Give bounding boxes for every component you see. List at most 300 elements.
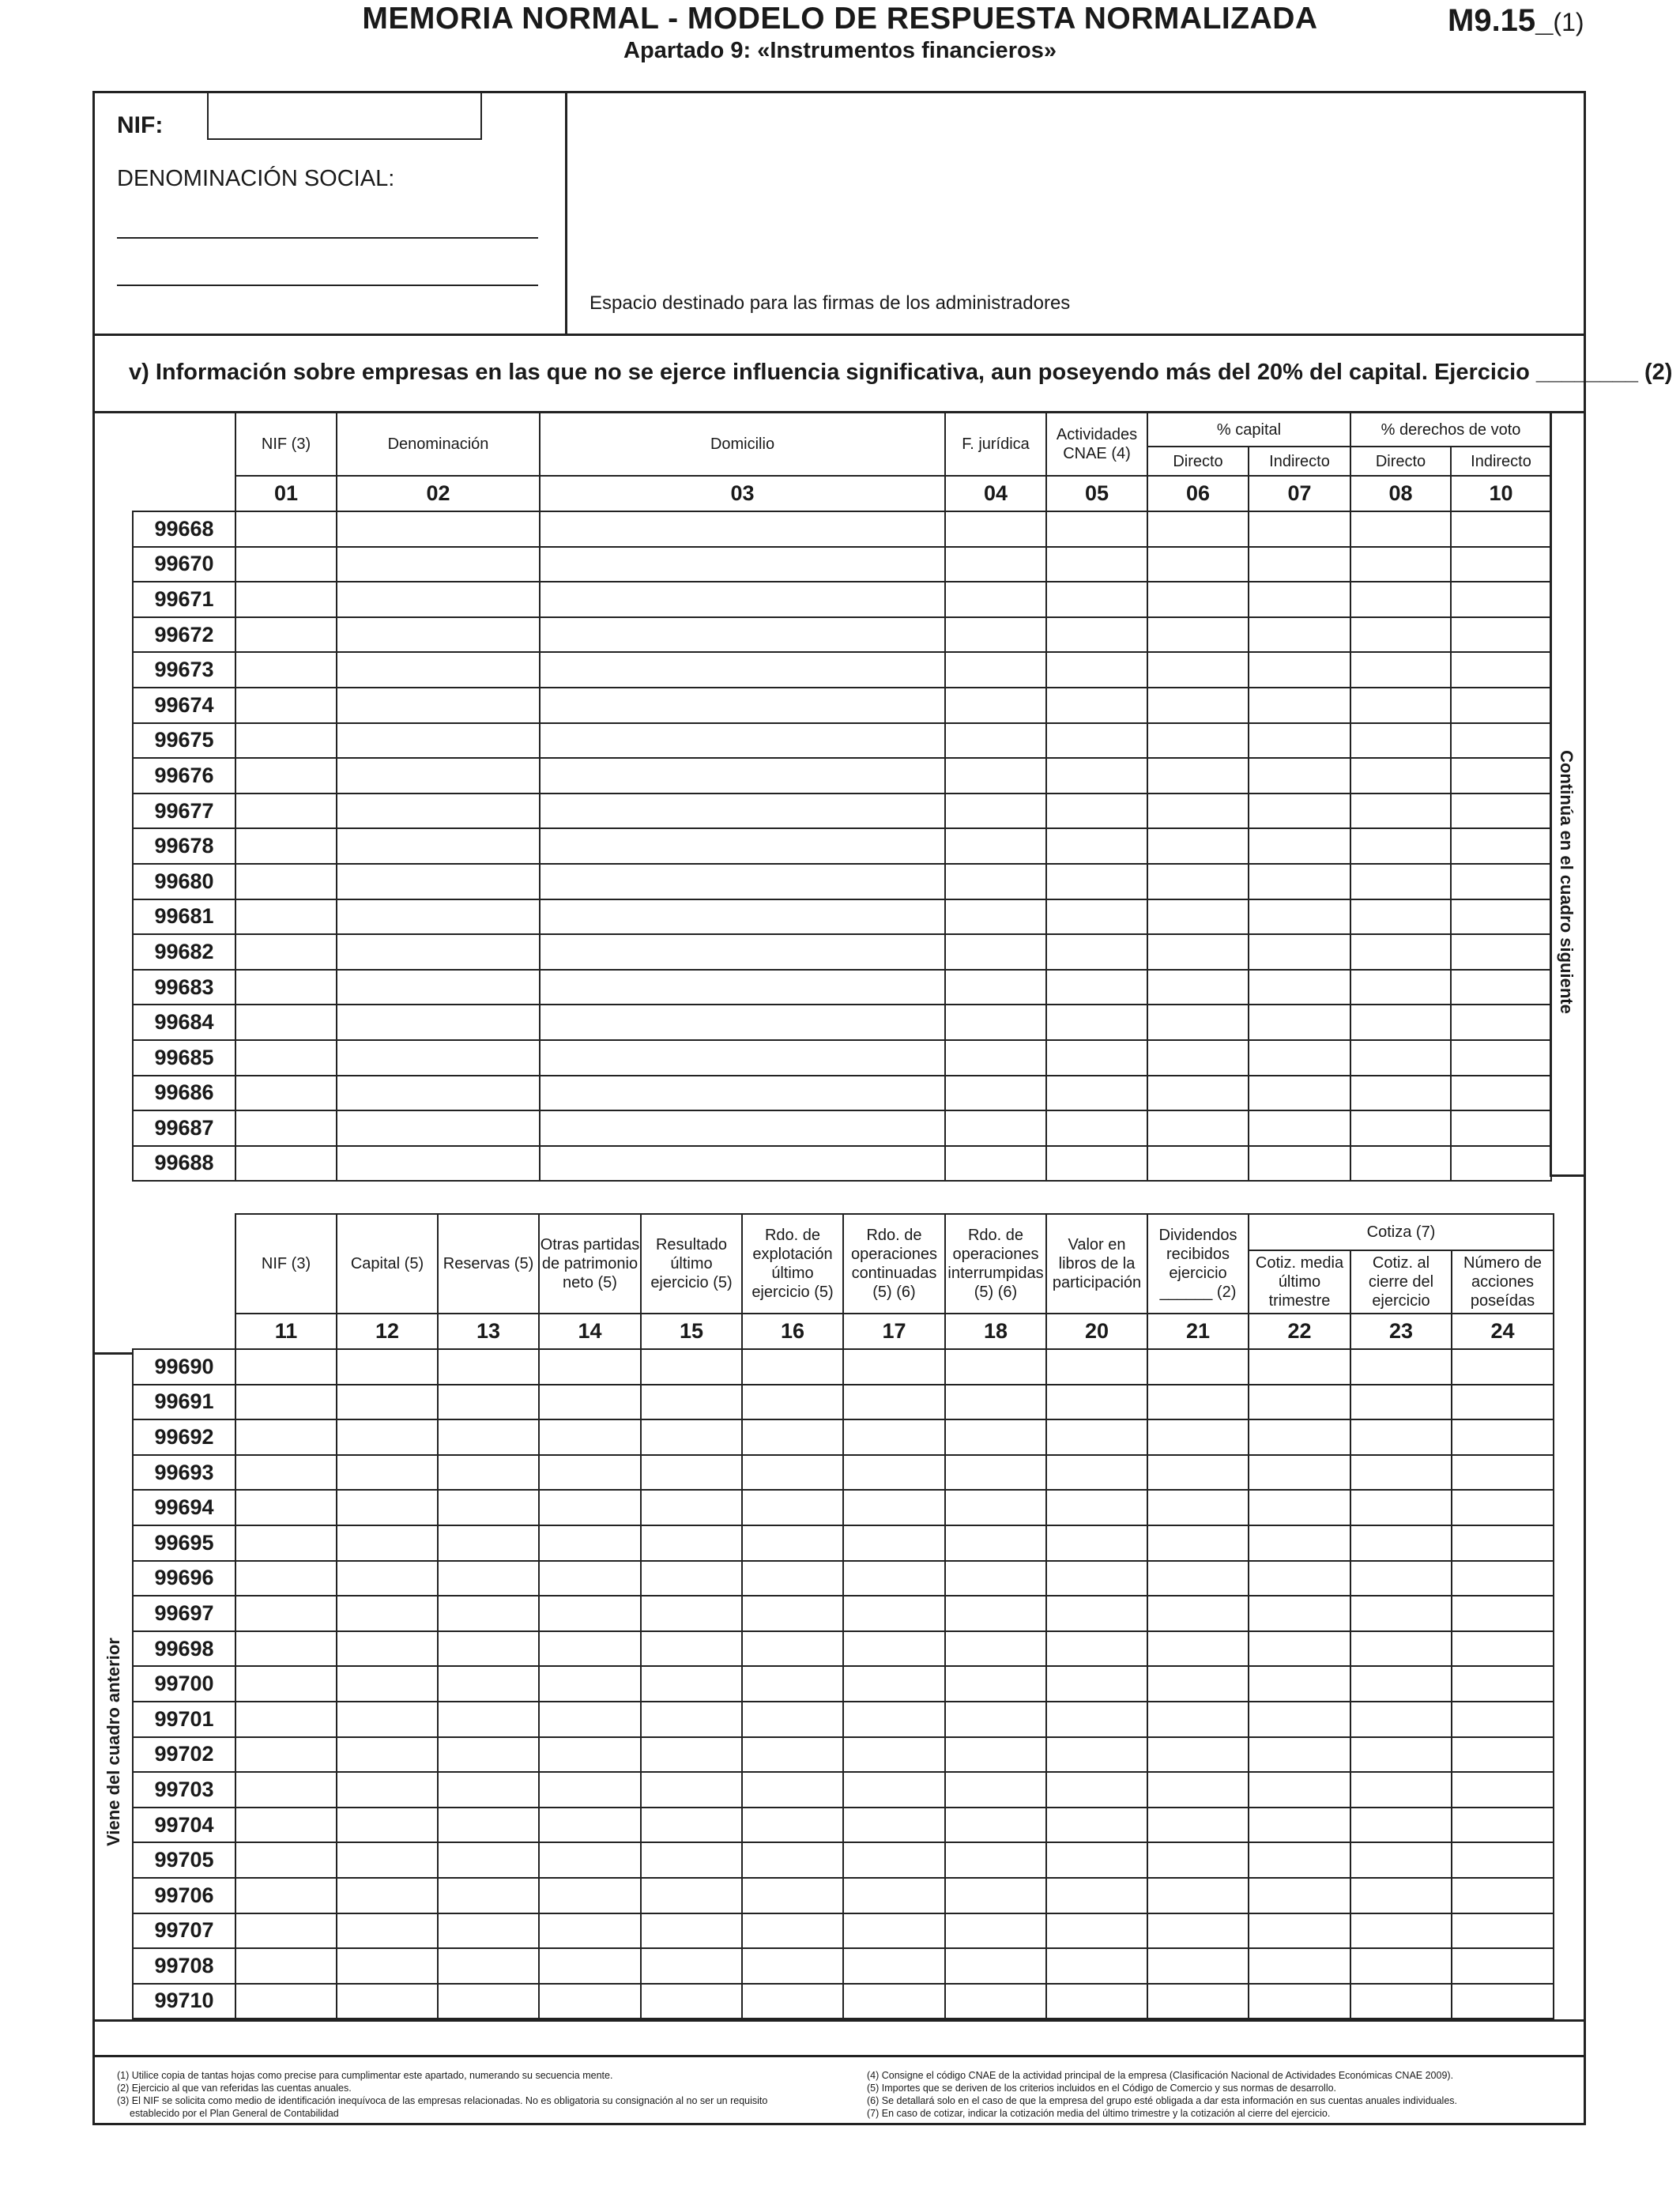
data-cell[interactable] bbox=[945, 652, 1046, 688]
signature-area[interactable] bbox=[567, 92, 1584, 332]
data-cell[interactable] bbox=[438, 1702, 539, 1737]
data-cell[interactable] bbox=[1147, 652, 1249, 688]
data-cell[interactable] bbox=[1147, 1525, 1249, 1561]
data-cell[interactable] bbox=[1147, 1455, 1249, 1491]
data-cell[interactable] bbox=[641, 1561, 742, 1596]
data-cell[interactable] bbox=[1350, 1842, 1452, 1878]
data-cell[interactable] bbox=[1249, 511, 1350, 547]
data-cell[interactable] bbox=[337, 688, 540, 723]
data-cell[interactable] bbox=[438, 1913, 539, 1949]
data-cell[interactable] bbox=[641, 1490, 742, 1525]
data-cell[interactable] bbox=[337, 934, 540, 970]
data-cell[interactable] bbox=[945, 723, 1046, 759]
data-cell[interactable] bbox=[540, 1110, 945, 1146]
data-cell[interactable] bbox=[945, 1110, 1046, 1146]
data-cell[interactable] bbox=[1249, 582, 1350, 617]
data-cell[interactable] bbox=[1147, 1110, 1249, 1146]
data-cell[interactable] bbox=[1249, 1455, 1350, 1491]
data-cell[interactable] bbox=[438, 1349, 539, 1385]
data-cell[interactable] bbox=[337, 1525, 438, 1561]
data-cell[interactable] bbox=[742, 1702, 843, 1737]
data-cell[interactable] bbox=[1249, 1842, 1350, 1878]
data-cell[interactable] bbox=[235, 1490, 337, 1525]
data-cell[interactable] bbox=[235, 1737, 337, 1773]
data-cell[interactable] bbox=[742, 1772, 843, 1808]
data-cell[interactable] bbox=[1249, 1702, 1350, 1737]
data-cell[interactable] bbox=[1147, 1772, 1249, 1808]
data-cell[interactable] bbox=[235, 934, 337, 970]
data-cell[interactable] bbox=[438, 1878, 539, 1913]
data-cell[interactable] bbox=[337, 899, 540, 935]
data-cell[interactable] bbox=[539, 1878, 641, 1913]
data-cell[interactable] bbox=[1249, 1772, 1350, 1808]
data-cell[interactable] bbox=[438, 1419, 539, 1455]
data-cell[interactable] bbox=[337, 1666, 438, 1702]
denomination-line-2[interactable] bbox=[117, 285, 538, 286]
data-cell[interactable] bbox=[235, 1913, 337, 1949]
data-cell[interactable] bbox=[540, 1076, 945, 1111]
data-cell[interactable] bbox=[843, 1948, 945, 1984]
data-cell[interactable] bbox=[1147, 864, 1249, 899]
data-cell[interactable] bbox=[1249, 1596, 1350, 1631]
data-cell[interactable] bbox=[235, 1561, 337, 1596]
data-cell[interactable] bbox=[1350, 1110, 1451, 1146]
data-cell[interactable] bbox=[1249, 1349, 1350, 1385]
data-cell[interactable] bbox=[1452, 1702, 1554, 1737]
data-cell[interactable] bbox=[540, 723, 945, 759]
data-cell[interactable] bbox=[1452, 1385, 1554, 1420]
data-cell[interactable] bbox=[1350, 1948, 1452, 1984]
data-cell[interactable] bbox=[641, 1913, 742, 1949]
data-cell[interactable] bbox=[945, 511, 1046, 547]
data-cell[interactable] bbox=[1350, 1385, 1452, 1420]
data-cell[interactable] bbox=[945, 1455, 1046, 1491]
data-cell[interactable] bbox=[1249, 934, 1350, 970]
data-cell[interactable] bbox=[1350, 1878, 1452, 1913]
data-cell[interactable] bbox=[1350, 1596, 1452, 1631]
data-cell[interactable] bbox=[1451, 511, 1551, 547]
data-cell[interactable] bbox=[1451, 723, 1551, 759]
data-cell[interactable] bbox=[1249, 723, 1350, 759]
data-cell[interactable] bbox=[1147, 1040, 1249, 1076]
data-cell[interactable] bbox=[1147, 970, 1249, 1005]
data-cell[interactable] bbox=[742, 1561, 843, 1596]
data-cell[interactable] bbox=[235, 1808, 337, 1843]
data-cell[interactable] bbox=[1147, 1666, 1249, 1702]
data-cell[interactable] bbox=[337, 1455, 438, 1491]
data-cell[interactable] bbox=[539, 1666, 641, 1702]
data-cell[interactable] bbox=[1350, 1737, 1452, 1773]
data-cell[interactable] bbox=[742, 1808, 843, 1843]
denomination-line-1[interactable] bbox=[117, 237, 538, 239]
data-cell[interactable] bbox=[1249, 1490, 1350, 1525]
data-cell[interactable] bbox=[1046, 1525, 1147, 1561]
data-cell[interactable] bbox=[1249, 1385, 1350, 1420]
data-cell[interactable] bbox=[1147, 828, 1249, 864]
data-cell[interactable] bbox=[438, 1808, 539, 1843]
data-cell[interactable] bbox=[1350, 1984, 1452, 2019]
data-cell[interactable] bbox=[235, 1385, 337, 1420]
data-cell[interactable] bbox=[1451, 794, 1551, 829]
data-cell[interactable] bbox=[1046, 970, 1147, 1005]
data-cell[interactable] bbox=[641, 1349, 742, 1385]
data-cell[interactable] bbox=[1452, 1772, 1554, 1808]
data-cell[interactable] bbox=[337, 652, 540, 688]
data-cell[interactable] bbox=[945, 1525, 1046, 1561]
data-cell[interactable] bbox=[337, 1419, 438, 1455]
data-cell[interactable] bbox=[1046, 1490, 1147, 1525]
data-cell[interactable] bbox=[1249, 970, 1350, 1005]
data-cell[interactable] bbox=[641, 1702, 742, 1737]
data-cell[interactable] bbox=[1350, 1040, 1451, 1076]
data-cell[interactable] bbox=[337, 511, 540, 547]
data-cell[interactable] bbox=[1249, 652, 1350, 688]
data-cell[interactable] bbox=[235, 1702, 337, 1737]
data-cell[interactable] bbox=[1046, 864, 1147, 899]
data-cell[interactable] bbox=[843, 1525, 945, 1561]
data-cell[interactable] bbox=[1249, 758, 1350, 794]
data-cell[interactable] bbox=[742, 1419, 843, 1455]
data-cell[interactable] bbox=[1350, 828, 1451, 864]
data-cell[interactable] bbox=[1249, 1878, 1350, 1913]
data-cell[interactable] bbox=[641, 1984, 742, 2019]
data-cell[interactable] bbox=[1452, 1561, 1554, 1596]
data-cell[interactable] bbox=[1249, 1808, 1350, 1843]
data-cell[interactable] bbox=[1350, 934, 1451, 970]
data-cell[interactable] bbox=[337, 828, 540, 864]
data-cell[interactable] bbox=[438, 1984, 539, 2019]
data-cell[interactable] bbox=[337, 970, 540, 1005]
data-cell[interactable] bbox=[641, 1948, 742, 1984]
data-cell[interactable] bbox=[337, 1878, 438, 1913]
data-cell[interactable] bbox=[1451, 899, 1551, 935]
data-cell[interactable] bbox=[1046, 652, 1147, 688]
data-cell[interactable] bbox=[1249, 1631, 1350, 1667]
data-cell[interactable] bbox=[1451, 1110, 1551, 1146]
data-cell[interactable] bbox=[337, 864, 540, 899]
data-cell[interactable] bbox=[1147, 899, 1249, 935]
data-cell[interactable] bbox=[1249, 1040, 1350, 1076]
data-cell[interactable] bbox=[945, 934, 1046, 970]
data-cell[interactable] bbox=[945, 688, 1046, 723]
data-cell[interactable] bbox=[235, 1878, 337, 1913]
data-cell[interactable] bbox=[540, 794, 945, 829]
data-cell[interactable] bbox=[337, 617, 540, 653]
data-cell[interactable] bbox=[1147, 1631, 1249, 1667]
data-cell[interactable] bbox=[1350, 1631, 1452, 1667]
data-cell[interactable] bbox=[1249, 1076, 1350, 1111]
data-cell[interactable] bbox=[843, 1737, 945, 1773]
data-cell[interactable] bbox=[540, 617, 945, 653]
data-cell[interactable] bbox=[1451, 1005, 1551, 1040]
data-cell[interactable] bbox=[843, 1842, 945, 1878]
data-cell[interactable] bbox=[337, 1076, 540, 1111]
data-cell[interactable] bbox=[540, 688, 945, 723]
data-cell[interactable] bbox=[1147, 1948, 1249, 1984]
data-cell[interactable] bbox=[1452, 1666, 1554, 1702]
data-cell[interactable] bbox=[1046, 1110, 1147, 1146]
data-cell[interactable] bbox=[945, 547, 1046, 582]
data-cell[interactable] bbox=[337, 1110, 540, 1146]
data-cell[interactable] bbox=[843, 1596, 945, 1631]
data-cell[interactable] bbox=[235, 1772, 337, 1808]
data-cell[interactable] bbox=[945, 582, 1046, 617]
data-cell[interactable] bbox=[1249, 1913, 1350, 1949]
data-cell[interactable] bbox=[1350, 970, 1451, 1005]
data-cell[interactable] bbox=[1350, 1349, 1452, 1385]
data-cell[interactable] bbox=[1452, 1455, 1554, 1491]
data-cell[interactable] bbox=[945, 1040, 1046, 1076]
data-cell[interactable] bbox=[337, 1490, 438, 1525]
data-cell[interactable] bbox=[235, 970, 337, 1005]
data-cell[interactable] bbox=[1249, 688, 1350, 723]
data-cell[interactable] bbox=[843, 1666, 945, 1702]
data-cell[interactable] bbox=[1249, 828, 1350, 864]
data-cell[interactable] bbox=[540, 899, 945, 935]
data-cell[interactable] bbox=[235, 652, 337, 688]
data-cell[interactable] bbox=[1451, 970, 1551, 1005]
data-cell[interactable] bbox=[742, 1842, 843, 1878]
data-cell[interactable] bbox=[1046, 547, 1147, 582]
data-cell[interactable] bbox=[539, 1702, 641, 1737]
data-cell[interactable] bbox=[438, 1948, 539, 1984]
data-cell[interactable] bbox=[1451, 617, 1551, 653]
data-cell[interactable] bbox=[843, 1878, 945, 1913]
data-cell[interactable] bbox=[540, 1146, 945, 1182]
data-cell[interactable] bbox=[337, 1808, 438, 1843]
data-cell[interactable] bbox=[539, 1913, 641, 1949]
data-cell[interactable] bbox=[235, 1419, 337, 1455]
data-cell[interactable] bbox=[1147, 1385, 1249, 1420]
data-cell[interactable] bbox=[641, 1666, 742, 1702]
data-cell[interactable] bbox=[235, 1076, 337, 1111]
data-cell[interactable] bbox=[1350, 1146, 1451, 1182]
data-cell[interactable] bbox=[337, 1702, 438, 1737]
data-cell[interactable] bbox=[742, 1948, 843, 1984]
data-cell[interactable] bbox=[1350, 688, 1451, 723]
data-cell[interactable] bbox=[1046, 828, 1147, 864]
data-cell[interactable] bbox=[540, 758, 945, 794]
data-cell[interactable] bbox=[1249, 1737, 1350, 1773]
data-cell[interactable] bbox=[1451, 758, 1551, 794]
data-cell[interactable] bbox=[945, 1076, 1046, 1111]
data-cell[interactable] bbox=[1046, 1040, 1147, 1076]
data-cell[interactable] bbox=[1350, 617, 1451, 653]
data-cell[interactable] bbox=[540, 828, 945, 864]
data-cell[interactable] bbox=[235, 1040, 337, 1076]
data-cell[interactable] bbox=[235, 1596, 337, 1631]
data-cell[interactable] bbox=[641, 1385, 742, 1420]
data-cell[interactable] bbox=[843, 1772, 945, 1808]
data-cell[interactable] bbox=[945, 1419, 1046, 1455]
data-cell[interactable] bbox=[945, 1984, 1046, 2019]
data-cell[interactable] bbox=[540, 934, 945, 970]
data-cell[interactable] bbox=[1249, 794, 1350, 829]
data-cell[interactable] bbox=[337, 758, 540, 794]
data-cell[interactable] bbox=[1046, 723, 1147, 759]
data-cell[interactable] bbox=[235, 758, 337, 794]
data-cell[interactable] bbox=[1046, 1349, 1147, 1385]
data-cell[interactable] bbox=[1452, 1984, 1554, 2019]
data-cell[interactable] bbox=[1147, 1349, 1249, 1385]
data-cell[interactable] bbox=[540, 511, 945, 547]
data-cell[interactable] bbox=[235, 511, 337, 547]
data-cell[interactable] bbox=[438, 1385, 539, 1420]
data-cell[interactable] bbox=[1046, 1455, 1147, 1491]
data-cell[interactable] bbox=[1147, 1984, 1249, 2019]
data-cell[interactable] bbox=[1147, 758, 1249, 794]
data-cell[interactable] bbox=[1249, 1005, 1350, 1040]
data-cell[interactable] bbox=[1046, 934, 1147, 970]
data-cell[interactable] bbox=[1046, 688, 1147, 723]
data-cell[interactable] bbox=[337, 1561, 438, 1596]
data-cell[interactable] bbox=[843, 1419, 945, 1455]
data-cell[interactable] bbox=[1452, 1596, 1554, 1631]
data-cell[interactable] bbox=[235, 1110, 337, 1146]
data-cell[interactable] bbox=[337, 547, 540, 582]
data-cell[interactable] bbox=[539, 1842, 641, 1878]
data-cell[interactable] bbox=[843, 1561, 945, 1596]
data-cell[interactable] bbox=[235, 1525, 337, 1561]
data-cell[interactable] bbox=[337, 1913, 438, 1949]
data-cell[interactable] bbox=[1046, 1808, 1147, 1843]
data-cell[interactable] bbox=[1046, 1842, 1147, 1878]
data-cell[interactable] bbox=[742, 1878, 843, 1913]
data-cell[interactable] bbox=[843, 1808, 945, 1843]
data-cell[interactable] bbox=[540, 1005, 945, 1040]
data-cell[interactable] bbox=[1046, 1666, 1147, 1702]
data-cell[interactable] bbox=[1046, 1984, 1147, 2019]
data-cell[interactable] bbox=[540, 547, 945, 582]
data-cell[interactable] bbox=[1452, 1525, 1554, 1561]
data-cell[interactable] bbox=[1147, 1737, 1249, 1773]
data-cell[interactable] bbox=[1147, 1490, 1249, 1525]
data-cell[interactable] bbox=[742, 1596, 843, 1631]
data-cell[interactable] bbox=[945, 617, 1046, 653]
data-cell[interactable] bbox=[1147, 1913, 1249, 1949]
data-cell[interactable] bbox=[235, 547, 337, 582]
data-cell[interactable] bbox=[1452, 1737, 1554, 1773]
data-cell[interactable] bbox=[742, 1984, 843, 2019]
data-cell[interactable] bbox=[1350, 582, 1451, 617]
data-cell[interactable] bbox=[945, 1842, 1046, 1878]
data-cell[interactable] bbox=[1147, 1702, 1249, 1737]
data-cell[interactable] bbox=[1046, 1702, 1147, 1737]
data-cell[interactable] bbox=[1451, 828, 1551, 864]
data-cell[interactable] bbox=[1350, 1702, 1452, 1737]
data-cell[interactable] bbox=[1249, 1561, 1350, 1596]
data-cell[interactable] bbox=[337, 1984, 438, 2019]
data-cell[interactable] bbox=[337, 1948, 438, 1984]
data-cell[interactable] bbox=[641, 1842, 742, 1878]
data-cell[interactable] bbox=[1350, 899, 1451, 935]
data-cell[interactable] bbox=[945, 1878, 1046, 1913]
data-cell[interactable] bbox=[235, 1455, 337, 1491]
data-cell[interactable] bbox=[1452, 1842, 1554, 1878]
data-cell[interactable] bbox=[1046, 1772, 1147, 1808]
data-cell[interactable] bbox=[1350, 1808, 1452, 1843]
data-cell[interactable] bbox=[235, 723, 337, 759]
data-cell[interactable] bbox=[1249, 617, 1350, 653]
data-cell[interactable] bbox=[1350, 758, 1451, 794]
data-cell[interactable] bbox=[1046, 1878, 1147, 1913]
data-cell[interactable] bbox=[1046, 899, 1147, 935]
data-cell[interactable] bbox=[945, 1808, 1046, 1843]
data-cell[interactable] bbox=[1452, 1913, 1554, 1949]
data-cell[interactable] bbox=[945, 794, 1046, 829]
data-cell[interactable] bbox=[1046, 1596, 1147, 1631]
data-cell[interactable] bbox=[539, 1385, 641, 1420]
data-cell[interactable] bbox=[641, 1631, 742, 1667]
data-cell[interactable] bbox=[945, 1490, 1046, 1525]
data-cell[interactable] bbox=[1046, 1948, 1147, 1984]
data-cell[interactable] bbox=[945, 1702, 1046, 1737]
data-cell[interactable] bbox=[539, 1737, 641, 1773]
data-cell[interactable] bbox=[945, 1631, 1046, 1667]
data-cell[interactable] bbox=[1046, 1005, 1147, 1040]
data-cell[interactable] bbox=[1350, 1076, 1451, 1111]
data-cell[interactable] bbox=[539, 1525, 641, 1561]
data-cell[interactable] bbox=[1147, 723, 1249, 759]
data-cell[interactable] bbox=[539, 1596, 641, 1631]
data-cell[interactable] bbox=[1046, 511, 1147, 547]
data-cell[interactable] bbox=[539, 1349, 641, 1385]
data-cell[interactable] bbox=[1249, 1146, 1350, 1182]
data-cell[interactable] bbox=[1350, 794, 1451, 829]
data-cell[interactable] bbox=[235, 1631, 337, 1667]
data-cell[interactable] bbox=[539, 1561, 641, 1596]
data-cell[interactable] bbox=[1046, 617, 1147, 653]
data-cell[interactable] bbox=[1249, 1110, 1350, 1146]
data-cell[interactable] bbox=[1451, 652, 1551, 688]
data-cell[interactable] bbox=[235, 864, 337, 899]
data-cell[interactable] bbox=[1147, 511, 1249, 547]
data-cell[interactable] bbox=[945, 828, 1046, 864]
data-cell[interactable] bbox=[843, 1349, 945, 1385]
data-cell[interactable] bbox=[235, 582, 337, 617]
data-cell[interactable] bbox=[945, 1737, 1046, 1773]
data-cell[interactable] bbox=[1249, 1419, 1350, 1455]
data-cell[interactable] bbox=[1046, 1631, 1147, 1667]
data-cell[interactable] bbox=[235, 794, 337, 829]
data-cell[interactable] bbox=[641, 1878, 742, 1913]
data-cell[interactable] bbox=[539, 1984, 641, 2019]
data-cell[interactable] bbox=[235, 688, 337, 723]
data-cell[interactable] bbox=[1147, 1005, 1249, 1040]
data-cell[interactable] bbox=[1147, 1146, 1249, 1182]
data-cell[interactable] bbox=[1147, 1808, 1249, 1843]
data-cell[interactable] bbox=[539, 1808, 641, 1843]
data-cell[interactable] bbox=[438, 1666, 539, 1702]
data-cell[interactable] bbox=[641, 1808, 742, 1843]
data-cell[interactable] bbox=[1147, 582, 1249, 617]
data-cell[interactable] bbox=[539, 1948, 641, 1984]
data-cell[interactable] bbox=[945, 1772, 1046, 1808]
data-cell[interactable] bbox=[945, 1005, 1046, 1040]
data-cell[interactable] bbox=[539, 1631, 641, 1667]
data-cell[interactable] bbox=[945, 1385, 1046, 1420]
data-cell[interactable] bbox=[641, 1737, 742, 1773]
data-cell[interactable] bbox=[235, 1984, 337, 2019]
data-cell[interactable] bbox=[1147, 1076, 1249, 1111]
data-cell[interactable] bbox=[1046, 1385, 1147, 1420]
data-cell[interactable] bbox=[1350, 1005, 1451, 1040]
data-cell[interactable] bbox=[235, 1005, 337, 1040]
data-cell[interactable] bbox=[742, 1737, 843, 1773]
data-cell[interactable] bbox=[337, 1349, 438, 1385]
data-cell[interactable] bbox=[1046, 1076, 1147, 1111]
data-cell[interactable] bbox=[742, 1385, 843, 1420]
